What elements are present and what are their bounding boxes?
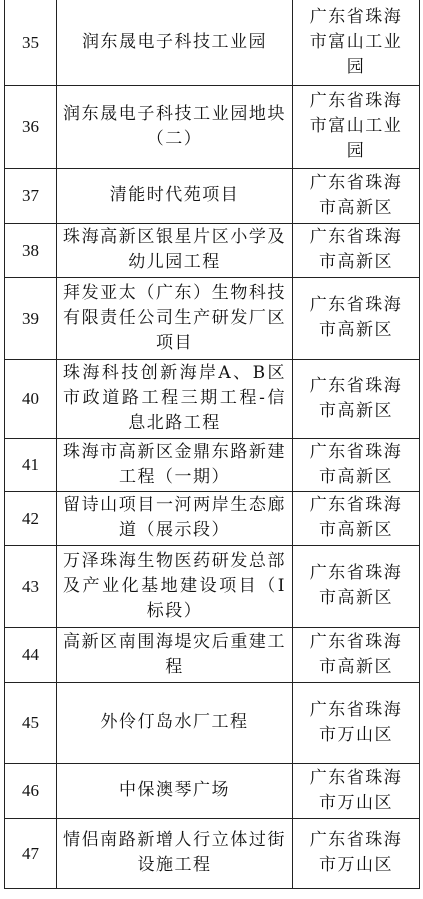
table-row [5, 545, 420, 627]
project-location: 广东省珠海市万山区 [293, 682, 420, 763]
table-row [5, 491, 420, 545]
table-row [5, 627, 420, 682]
row-number: 39 [5, 277, 57, 359]
table-row [5, 0, 420, 85]
project-location: 广东省珠海市高新区 [293, 168, 420, 223]
project-location: 广东省珠海市高新区 [293, 438, 420, 491]
project-name: 清能时代苑项目 [57, 168, 293, 223]
row-number: 45 [5, 682, 57, 763]
row-number: 43 [5, 545, 57, 627]
project-name: 外伶仃岛水厂工程 [57, 682, 293, 763]
row-number: 42 [5, 491, 57, 545]
project-location: 广东省珠海市富山工业园 [293, 0, 420, 85]
table-row [5, 438, 420, 491]
row-number: 40 [5, 359, 57, 438]
project-table [4, 0, 420, 889]
project-location: 广东省珠海市高新区 [293, 627, 420, 682]
table-row [5, 223, 420, 277]
table-row [5, 682, 420, 763]
project-name: 中保澳琴广场 [57, 763, 293, 818]
row-number: 44 [5, 627, 57, 682]
table-row [5, 168, 420, 223]
row-number: 35 [5, 0, 57, 85]
project-name: 万泽珠海生物医药研发总部及产业化基地建设项目（Ⅰ标段） [57, 545, 293, 627]
row-number: 47 [5, 818, 57, 888]
row-number: 38 [5, 223, 57, 277]
project-name: 留诗山项目一河两岸生态廊道（展示段） [57, 491, 293, 545]
table-row [5, 359, 420, 438]
table-row [5, 85, 420, 168]
project-location: 广东省珠海市高新区 [293, 277, 420, 359]
project-location: 广东省珠海市万山区 [293, 763, 420, 818]
project-location: 广东省珠海市高新区 [293, 491, 420, 545]
row-number: 36 [5, 85, 57, 168]
project-location: 广东省珠海市高新区 [293, 223, 420, 277]
project-location: 广东省珠海市万山区 [293, 818, 420, 888]
project-name: 拜发亚太（广东）生物科技有限责任公司生产研发厂区项目 [57, 277, 293, 359]
project-location: 广东省珠海市高新区 [293, 359, 420, 438]
project-name: 珠海科技创新海岸A、B区市政道路工程三期工程-信息北路工程 [57, 359, 293, 438]
row-number: 37 [5, 168, 57, 223]
table-row [5, 277, 420, 359]
project-name: 润东晟电子科技工业园地块（二） [57, 85, 293, 168]
project-name: 珠海市高新区金鼎东路新建工程（一期） [57, 438, 293, 491]
table-row [5, 818, 420, 888]
project-name: 珠海高新区银星片区小学及幼儿园工程 [57, 223, 293, 277]
table-row [5, 763, 420, 818]
project-location: 广东省珠海市富山工业园 [293, 85, 420, 168]
row-number: 41 [5, 438, 57, 491]
project-name: 情侣南路新增人行立体过街设施工程 [57, 818, 293, 888]
project-location: 广东省珠海市高新区 [293, 545, 420, 627]
project-name: 润东晟电子科技工业园 [57, 0, 293, 85]
row-number: 46 [5, 763, 57, 818]
project-name: 高新区南围海堤灾后重建工程 [57, 627, 293, 682]
